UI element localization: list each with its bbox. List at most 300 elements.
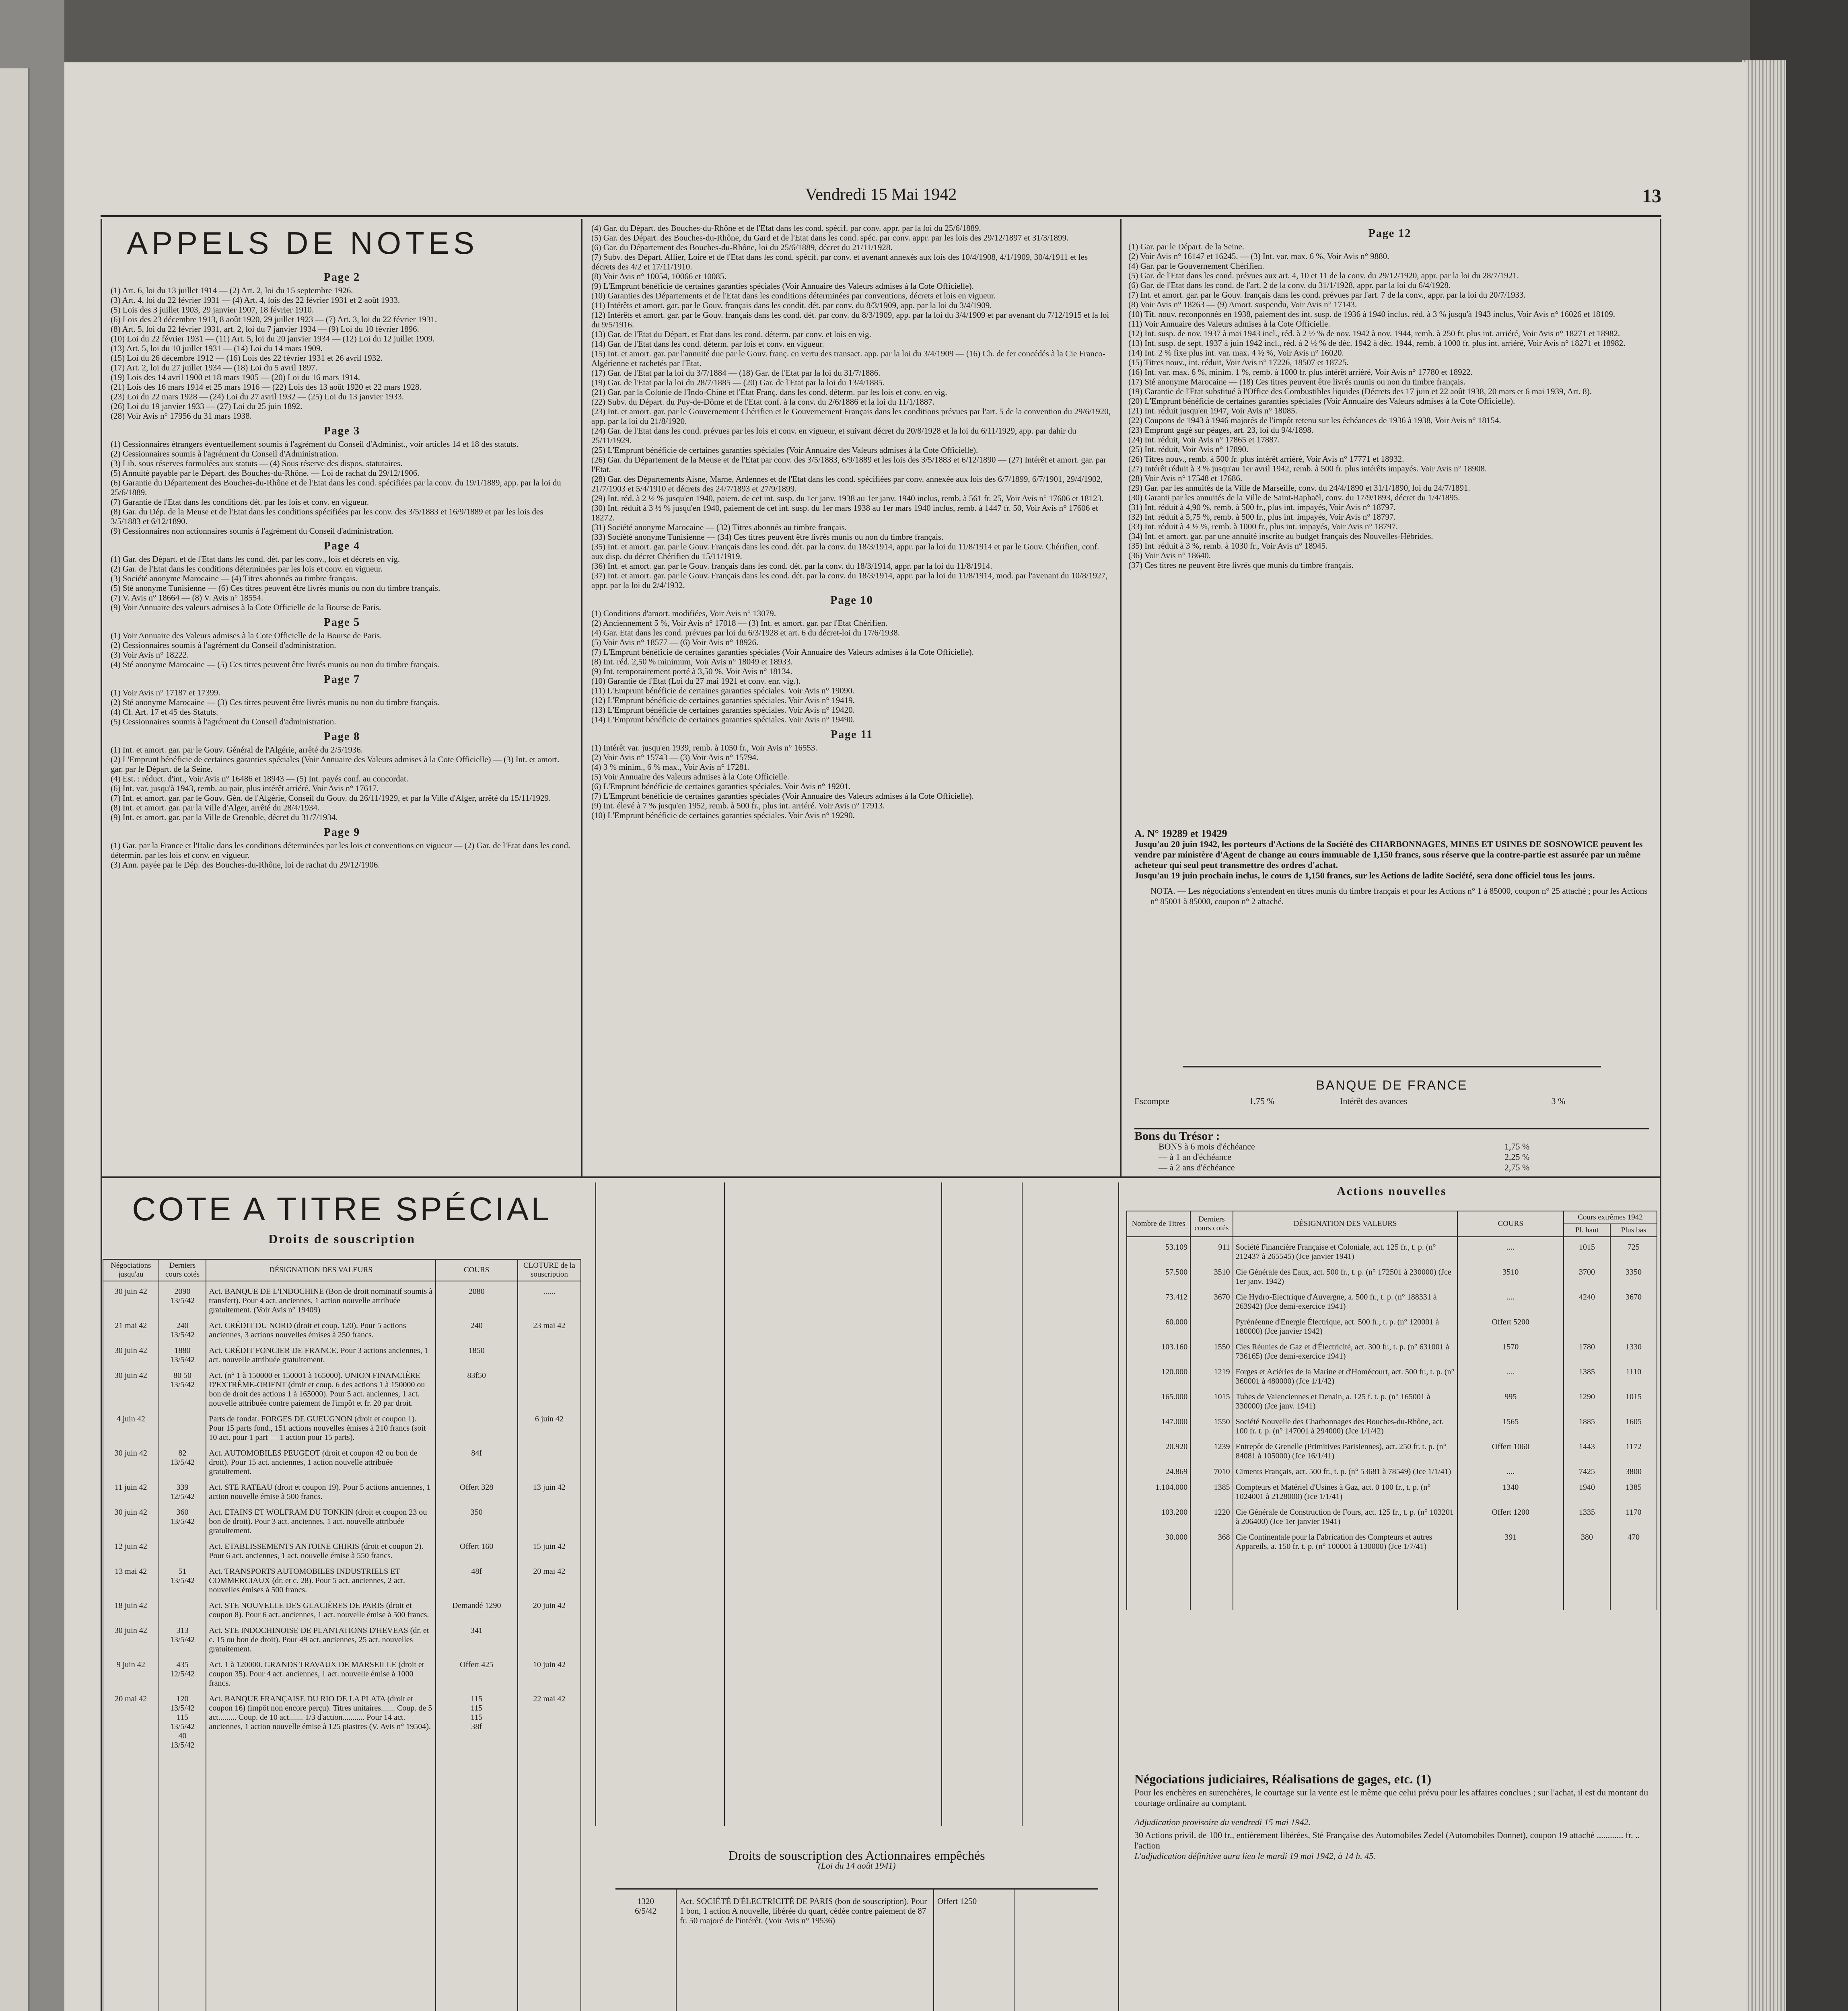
cote-cell-cours: 341	[436, 1620, 518, 1655]
note-line: (24) Gar. de l'Etat dans les cond. prévues par les lois et conv. en vigueur, et suivant décret du 20/8/1928 et la loi du 6/11/1929, app. par dahir du 25/11/1929.	[591, 426, 1076, 445]
cote-cell-des: Act. STE INDOCHINOISE DE PLANTATIONS D'HEVEAS (dr. et c. 15 ou bon de droit). Pour 49 act. anciennes, 25 act. nouvelles gratuitement.	[206, 1620, 435, 1655]
cote-row	[103, 1365, 581, 1409]
note-line: (14) Gar. de l'Etat dans les cond. déterm. par lois et conv. en vigueur.	[591, 339, 824, 349]
cote-cell-der: 240 13/5/42	[159, 1316, 206, 1341]
actions-header: Derniers cours cotés	[1190, 1211, 1233, 1237]
actions-cell-h: 4240	[1564, 1287, 1610, 1312]
cote-cell-clot: 6 juin 42	[518, 1409, 581, 1443]
note-line: (3) Lib. sous réserves formulées aux statuts — (4) Sous réserve des dispos. statutaires.	[111, 459, 403, 468]
appels-title: APPELS DE NOTES	[127, 225, 478, 261]
page-ref-heading: Page 11	[831, 728, 873, 741]
cote-cell-clot: 23 mai 42	[518, 1316, 581, 1341]
actions-cell-n: 30.000	[1127, 1527, 1190, 1552]
page-ref-heading: Page 4	[323, 540, 360, 552]
actions-cell-des: Tubes de Valenciennes et Denain, a. 125 f. t. p. (n° 165001 à 330000) (Jce janv. 1941)	[1233, 1387, 1458, 1412]
note-line: (3) Voir Avis n° 18222.	[111, 650, 189, 660]
frame-right	[1660, 219, 1661, 2011]
frame-left	[101, 219, 102, 1176]
note-line: (8) Gar. du Dép. de la Meuse et de l'Etat dans les conditions spécifiées par les conv. des 3/5/1883 et 16/9/1889 et par les lois des 3/5/1883 et 6/12/1890.	[111, 507, 543, 526]
cote-cell-der: 82 13/5/42	[159, 1443, 206, 1477]
cote-cell-des: Act. ETAINS ET WOLFRAM DU TONKIN (droit et coupon 23 ou bon de droit). Pour 3 act. anciennes, 1 act. nouvelle attribuée gratuitement.	[206, 1502, 435, 1536]
actions-cell-b: 1110	[1610, 1362, 1657, 1387]
empeches-col-rule	[933, 1888, 934, 2011]
note-line: (14) Int. 2 % fixe plus int. var. max. 4 ½ %, Voir Avis n° 16020.	[1128, 348, 1344, 358]
cote-row	[103, 1443, 581, 1477]
cote-row	[103, 1596, 581, 1620]
actions-cell-h: 1780	[1564, 1337, 1610, 1362]
note-line: (1) Gar. par la France et l'Italie dans les conditions déterminées par les lois et conventions en vigueur — (2) Gar. de l'Etat dans les cond. détermin. par les lois et conv. en vigueur.	[111, 841, 570, 860]
note-line: (10) Loi du 22 février 1931 — (11) Art. 5, loi du 20 janvier 1934 — (12) Loi du 12 juillet 1909.	[111, 334, 435, 343]
appels-column-2	[591, 223, 1112, 1172]
page-number: 13	[1642, 185, 1661, 207]
cote-cell-des: Act. STE RATEAU (droit et coupon 19). Pour 5 actions anciennes, 1 action nouvelle émise à 500 francs.	[206, 1477, 435, 1502]
note-line: (29) Gar. par les annuités de la Ville de Marseille, conv. du 24/4/1890 et 31/1/1890, loi du 24/7/1891.	[1128, 483, 1470, 493]
actions-cell-h	[1564, 1312, 1610, 1337]
actions-cell-b: 470	[1610, 1527, 1657, 1552]
actions-cell-b: 1330	[1610, 1337, 1657, 1362]
empeches-designation: Act. SOCIÉTÉ D'ÉLECTRICITÉ DE PARIS (bon de souscription). Pour 1 bon, 1 action A nouvelle, libérée du quart, cédée contre paiement de 87 fr. 50 majoré de l'intérêt. (Voir Avis n° 19536)	[680, 1896, 927, 1925]
empeches-row	[615, 1896, 1098, 2011]
blank-col-rule	[724, 1182, 725, 1826]
cote-cell-des: Act. CRÉDIT DU NORD (droit et coup. 120). Pour 5 actions anciennes, 3 actions nouvelles émises à 250 francs.	[206, 1316, 435, 1341]
note-line: (7) L'Emprunt bénéficie de certaines garanties spéciales (Voir Annuaire des Valeurs admises à la Cote Officielle).	[591, 791, 974, 801]
cote-header: Derniers cours cotés	[159, 1259, 206, 1281]
cote-cell-neg: 30 juin 42	[103, 1443, 159, 1477]
negociations-title: Négociations judiciaires, Réalisations de gages, etc. (1)	[1134, 1772, 1431, 1786]
negociations-block	[1134, 1774, 1649, 1861]
cote-row	[103, 1502, 581, 1536]
cote-row	[103, 1477, 581, 1502]
cote-cell-cours: Demandé 1290	[436, 1596, 518, 1620]
cote-row	[103, 1689, 581, 1751]
note-line: (8) Voir Avis n° 10054, 10066 et 10085.	[591, 271, 726, 281]
note-line: (13) L'Emprunt bénéficie de certaines garanties spéciales. Voir Avis n° 19420.	[591, 705, 855, 715]
note-line: (25) Int. réduit, Voir Avis n° 17890.	[1128, 444, 1249, 454]
actions-filler-cell	[1564, 1552, 1610, 1610]
blank-col-rule	[1022, 1182, 1023, 1826]
cote-cell-cours: Offert 425	[436, 1655, 518, 1689]
actions-filler-cell	[1127, 1552, 1190, 1610]
note-line: (23) Int. et amort. gar. par le Gouvernement Chérifien et le Gouvernement Français dans les conditions prévues par l'art. 5 de la convention du 29/6/1920, app. par la loi du 21/8/1920.	[591, 407, 1111, 426]
cote-cell-der	[159, 1536, 206, 1561]
actions-cell-d: 1385	[1190, 1477, 1233, 1502]
cote-row	[103, 1281, 581, 1316]
cote-cell-neg: 30 juin 42	[103, 1502, 159, 1536]
col-divider-1	[581, 219, 582, 1176]
cote-cell-cours: 83f50	[436, 1365, 518, 1409]
note-line: (30) Int. réduit à 3 ½ % jusqu'en 1940, paiement de cet int. susp. du 1er mars 1938 au 1er mars 1940 inclus, remb. à 1447 fr. 50, Voir Avis n° 17606 et 18272.	[591, 503, 1098, 522]
note-line: (5) Gar. de l'Etat dans les cond. prévues aux art. 4, 10 et 11 de la conv. du 29/12/1920, appr. par la loi du 28/7/1921.	[1128, 271, 1519, 280]
header-date: Vendredi 15 Mai 1942	[805, 185, 957, 204]
bons-label: — à 2 ans d'échéance	[1159, 1162, 1235, 1172]
actions-cell-d: 1015	[1190, 1387, 1233, 1412]
bons-title: Bons du Trésor :	[1134, 1129, 1220, 1143]
note-line: (36) Voir Avis n° 18640.	[1128, 551, 1211, 560]
note-line: (4) 3 % minim., 6 % max., Voir Avis n° 17281.	[591, 762, 750, 772]
cote-cell-cours: 240	[436, 1316, 518, 1341]
actions-cell-c: 995	[1457, 1387, 1564, 1412]
empeches-col-rule	[1014, 1888, 1015, 2011]
escompte-rate: 1,75 %	[1249, 1096, 1274, 1106]
actions-cell-des: Cies Réunies de Gaz et d'Électricité, act. 300 fr., t. p. (n° 631001 à 736165) (Jce demi-exercice 1941)	[1233, 1337, 1458, 1362]
note-line: (1) Intérêt var. jusqu'en 1939, remb. à 1050 fr., Voir Avis n° 16553.	[591, 743, 817, 753]
note-line: (30) Garanti par les annuités de la Ville de Saint-Raphaël, conv. du 17/9/1893, décret du 1/4/1895.	[1128, 493, 1460, 502]
actions-cell-b: 3670	[1610, 1287, 1657, 1312]
cote-header: DÉSIGNATION DES VALEURS	[206, 1259, 435, 1281]
actions-cell-b: 1172	[1610, 1437, 1657, 1462]
cote-title: COTE A TITRE SPÉCIAL	[132, 1191, 552, 1228]
banque-block	[1134, 1080, 1649, 1106]
cote-cell-der: 120 13/5/42 115 13/5/42 40 13/5/42	[159, 1689, 206, 1751]
note-line: (6) Int. var. jusqu'à 1943, remb. au pair, plus intérêt arriéré. Voir Avis n° 17617.	[111, 783, 379, 793]
page-ref-heading: Page 2	[323, 271, 360, 284]
cote-row	[103, 1561, 581, 1596]
appels-notes-2	[591, 223, 1112, 820]
avances-rate: 3 %	[1551, 1096, 1566, 1106]
actions-cell-d: 1239	[1190, 1437, 1233, 1462]
note-line: (19) Lois des 14 avril 1900 et 18 mars 1905 — (20) Loi du 16 mars 1914.	[111, 372, 360, 382]
cote-header: COURS	[436, 1259, 518, 1281]
actions-row	[1127, 1502, 1657, 1527]
avis-text-2: Jusqu'au 19 juin prochain inclus, le cours de 1,150 francs, sur les Actions de ladite Société, sera donc officiel tous les jours.	[1134, 870, 1595, 880]
note-line: (7) L'Emprunt bénéficie de certaines garanties spéciales (Voir Annuaire des Valeurs admises à la Cote Officielle).	[591, 647, 974, 657]
note-line: (4) Cf. Art. 17 et 45 des Statuts.	[111, 707, 218, 717]
note-line: (7) V. Avis n° 18664 — (8) V. Avis n° 18554.	[111, 593, 263, 602]
bons-row	[1134, 1152, 1649, 1162]
note-line: (1) Gar. des Départ. et de l'Etat dans les cond. dét. par les conv., lois et décrets en vig.	[111, 554, 400, 564]
cote-cell-der	[159, 1596, 206, 1620]
actions-cell-h: 1015	[1564, 1237, 1610, 1262]
bons-label: BONS à 6 mois d'échéance	[1159, 1141, 1255, 1151]
actions-cell-d	[1190, 1312, 1233, 1337]
note-line: (36) Int. et amort. gar. par le Gouv. français dans les cond. dét. par la conv. du 18/3/1914, appr. par la loi du 11/8/1914.	[591, 561, 992, 571]
note-line: (2) Cessionnaires soumis à l'agrément du Conseil d'Administration.	[111, 449, 339, 459]
actions-header: Plus bas	[1610, 1224, 1657, 1237]
note-line: (1) Gar. par le Départ. de la Seine.	[1128, 242, 1245, 251]
actions-cell-h: 380	[1564, 1527, 1610, 1552]
note-line: (7) Subv. des Départ. Allier, Loire et de l'Etat dans les cond. spécif. par conv. et avenant annexés aux lois des 10/4/1908, 4/1/1909, 30/4/1911 et les décrets des 4/2 et 17/11/1910.	[591, 252, 1088, 271]
note-line: (4) Gar. Etat dans les cond. prévues par loi du 6/3/1928 et art. 6 du décret-loi du 17/6/1938.	[591, 628, 900, 637]
frame-left-lower	[101, 1176, 102, 2011]
note-line: (4) Gar. par le Gouvernement Chérifien.	[1128, 261, 1264, 271]
bons-rate: 1,75 %	[1504, 1141, 1530, 1151]
cote-cell-neg: 30 juin 42	[103, 1620, 159, 1655]
cote-filler-cell	[436, 1751, 518, 2011]
page-ref-heading: Page 7	[323, 673, 360, 686]
note-line: (12) Intérêts et amort. gar. par le Gouv. français dans les cond. dét. par conv. du 8/3/1909, app. par la loi du 3/4/1909 et par avenant du 7/12/1915 et la loi du 9/5/1916.	[591, 310, 1109, 329]
appels-notes-3	[1128, 227, 1651, 570]
note-line: (5) Lois des 3 juillet 1903, 29 janvier 1907, 18 février 1910.	[111, 305, 314, 315]
note-line: (27) Intérêt réduit à 3 % jusqu'au 1er avril 1942, remb. à 500 fr. plus intérêts impayés. Voir Avis n° 18908.	[1128, 464, 1487, 473]
actions-cell-c: 1340	[1457, 1477, 1564, 1502]
cote-cell-neg: 11 juin 42	[103, 1477, 159, 1502]
note-line: (12) Int. susp. de nov. 1937 à mai 1943 incl., réd. à 2 ½ % de nov. 1942 à nov. 1944, remb. à 250 fr. plus int. arriéré, Voir Avis n° 18271 et 18982.	[1128, 329, 1620, 338]
actions-cell-c: 3510	[1457, 1262, 1564, 1287]
cote-cell-clot: 20 juin 42	[518, 1596, 581, 1620]
note-line: (9) Voir Annuaire des valeurs admises à la Cote Officielle de la Bourse de Paris.	[111, 602, 381, 612]
cote-filler-cell	[206, 1751, 435, 2011]
note-line: (2) Anciennement 5 %, Voir Avis n° 17018 — (3) Int. et amort. gar. par l'Etat Chérifien.	[591, 618, 887, 628]
actions-cell-d: 3510	[1190, 1262, 1233, 1287]
note-line: (6) Lois des 23 décembre 1913, 8 août 1920, 29 juillet 1923 — (7) Art. 3, loi du 22 février 1931.	[111, 315, 437, 324]
note-line: (6) Gar. du Département des Bouches-du-Rhône, loi du 25/6/1889, décret du 21/11/1928.	[591, 243, 893, 252]
note-line: (6) L'Emprunt bénéficie de certaines garanties spéciales. Voir Avis n° 19201.	[591, 781, 851, 791]
actions-header: Nombre de Titres	[1127, 1211, 1190, 1237]
actions-filler-cell	[1610, 1552, 1657, 1610]
actions-cell-h: 1443	[1564, 1437, 1610, 1462]
actions-cell-h: 1335	[1564, 1502, 1610, 1527]
actions-cell-des: Cie Générale des Eaux, act. 500 fr., t. p. (n° 172501 à 230000) (Jce 1er janv. 1942)	[1233, 1262, 1458, 1287]
actions-cell-b: 3350	[1610, 1262, 1657, 1287]
actions-row	[1127, 1237, 1657, 1262]
page-ref-heading: Page 5	[323, 616, 360, 629]
actions-header: Cours extrêmes 1942	[1564, 1211, 1657, 1224]
actions-cell-des: Cie Continentale pour la Fabrication des Compteurs et autres Appareils, a. 150 fr. t. p. (n° 100001 à 130000) (Jce 1/7/41)	[1233, 1527, 1458, 1552]
actions-cell-d: 1219	[1190, 1362, 1233, 1387]
actions-cell-des: Entrepôt de Grenelle (Primitives Parisiennes), act. 250 fr. t. p. (n° 84081 à 105000) (Jce 16/1/41)	[1233, 1437, 1458, 1462]
page-ref-heading: Page 3	[323, 425, 360, 437]
note-line: (3) Ann. payée par le Dép. des Bouches-du-Rhône, loi de rachat du 29/12/1906.	[111, 860, 380, 870]
blank-col-rule	[595, 1182, 596, 1826]
actions-row	[1127, 1312, 1657, 1337]
cote-cell-clot	[518, 1620, 581, 1655]
cote-cell-cours: 350	[436, 1502, 518, 1536]
header-rule	[101, 215, 1661, 217]
note-line: (6) Garantie du Département des Bouches-du-Rhône et de l'Etat dans les cond. spécifiées par la conv. du 19/1/1889, app. par la loi du 25/6/1889.	[111, 478, 561, 497]
negociations-text: Pour les enchères en surenchères, le courtage sur la vente est le même que celui prévu pour les affaires conclues ; sur l'achat, il est du montant du courtage ordinaire au comptant.	[1134, 1787, 1648, 1808]
cote-cell-der	[159, 1409, 206, 1443]
note-line: (14) L'Emprunt bénéficie de certaines garanties spéciales. Voir Avis n° 19490.	[591, 715, 855, 724]
note-line: (24) Int. réduit, Voir Avis n° 17865 et 17887.	[1128, 435, 1280, 444]
note-line: (5) Cessionnaires soumis à l'agrément du Conseil d'administration.	[111, 717, 336, 726]
note-line: (15) Loi du 26 décembre 1912 — (16) Lois des 22 février 1931 et 26 avril 1932.	[111, 353, 383, 363]
actions-cell-h: 1885	[1564, 1412, 1610, 1437]
note-line: (21) Int. réduit jusqu'en 1947, Voir Avis n° 18085.	[1128, 406, 1297, 415]
actions-cell-c: 1570	[1457, 1337, 1564, 1362]
cote-table	[103, 1259, 581, 2011]
actions-row	[1127, 1362, 1657, 1387]
note-line: (1) Int. et amort. gar. par le Gouv. Général de l'Algérie, arrêté du 2/5/1936.	[111, 745, 363, 755]
cote-cell-cours: 2080	[436, 1281, 518, 1316]
appels-column-3	[1128, 223, 1651, 806]
actions-row	[1127, 1337, 1657, 1362]
avis-block	[1134, 829, 1649, 907]
note-line: (16) Int. var. max. 6 %, minim. 1 %, remb. à 1000 fr. plus intérêt arriéré, Voir Avis n° 17780 et 18922.	[1128, 367, 1473, 377]
note-line: (10) Garanties des Départements et de l'Etat dans les conditions déterminées par conventions, décrets et lois en vigueur.	[591, 291, 996, 300]
note-line: (1) Cessionnaires étrangers éventuellement soumis à l'agrément du Conseil d'Administ., voir articles 14 et 18 des statuts.	[111, 439, 519, 449]
actions-cell-c: ....	[1457, 1462, 1564, 1477]
col-divider-2	[1120, 219, 1122, 1176]
note-line: (26) Titres nouv., remb. à 500 fr. plus intérêt arriéré, Voir Avis n° 17771 et 18932.	[1128, 454, 1404, 464]
cote-cell-des: Act. (n° 1 à 150000 et 150001 à 165000). UNION FINANCIÈRE D'EXTRÊME-ORIENT (droit et coup. 6 des actions 1 à 150000 ou bon de droit des actions 1 à 165000). Pour 5 act. anciennes, 1 act. nouvelle attribuée contre paiement de l'impôt et fr. 20 par droit.	[206, 1365, 435, 1409]
note-line: (19) Garantie de l'Etat substitué à l'Office des Combustibles liquides (Décrets des 17 juin et 22 août 1938, 20 mars et 6 mai 1939, Art. 8).	[1128, 387, 1592, 396]
note-line: (26) Loi du 19 janvier 1933 — (27) Loi du 25 juin 1892.	[111, 401, 303, 411]
cote-row	[103, 1536, 581, 1561]
actions-filler-cell	[1233, 1552, 1458, 1610]
actions-row	[1127, 1412, 1657, 1437]
banque-rule	[1183, 1066, 1601, 1067]
cote-cell-des: Act. ETABLISSEMENTS ANTOINE CHIRIS (droit et coupon 2). Pour 6 act. anciennes, 1 act. nouvelle émise à 550 francs.	[206, 1536, 435, 1561]
actions-cell-d: 1550	[1190, 1412, 1233, 1437]
empeches-rule	[615, 1888, 1098, 1890]
note-line: (6) Gar. de l'Etat dans les cond. de l'art. 2 de la conv. du 31/1/1928, appr. par la loi du 6/4/1928.	[1128, 280, 1451, 290]
note-line: (11) Voir Annuaire des Valeurs admises à la Cote Officielle.	[1128, 319, 1330, 329]
page-ref-heading: Page 10	[830, 594, 873, 607]
avis-text: Jusqu'au 20 juin 1942, les porteurs d'Actions de la Société des CHARBONNAGES, MINES ET USINES DE SOSNOWICE peuvent les vendre par ministère d'Agent de change au cours immuable de 1,150 francs, sous réserve que la contre-partie est assurée par un même acheteur qui seul peut transmettre des ordres d'achat.	[1134, 839, 1643, 870]
note-line: (17) Sté anonyme Marocaine — (18) Ces titres peuvent être livrés munis ou non du timbre français.	[1128, 377, 1466, 387]
actions-cell-b: 725	[1610, 1237, 1657, 1262]
note-line: (37) Ces titres ne peuvent être livrés que munis du timbre français.	[1128, 560, 1354, 570]
adjudication-provisoire: Adjudication provisoire du vendredi 15 mai 1942.	[1134, 1817, 1311, 1827]
bons-rate: 2,75 %	[1504, 1162, 1530, 1172]
cote-cell-neg: 13 mai 42	[103, 1561, 159, 1596]
page-ref-heading: Page 12	[1368, 227, 1412, 240]
note-line: (7) Int. et amort. gar. par le Gouv. Gén. de l'Algérie, Conseil du Gouv. du 26/11/1929, et par la Ville d'Alger, arrêté du 15/11/1929.	[111, 793, 551, 803]
cote-cell-des: Act. BANQUE FRANÇAISE DU RIO DE LA PLATA (droit et coupon 16) (impôt non encore perçu). Titres unitaires....... Coup. de 5 act......... Coup. de 10 act....... 1/3 d'action........... Pour 14 act. anciennes, 1 action nouvelle émise à 125 piastres (V. Avis n° 19504).	[206, 1689, 435, 1751]
appels-column-1	[111, 223, 573, 1172]
cote-header: Négociations jusqu'au	[103, 1259, 159, 1281]
empeches-col-rule	[676, 1888, 677, 2011]
note-line: (37) Int. et amort. gar. par le Gouv. Français dans les cond. dét. par la conv. du 18/3/1914, appr. par la loi du 11/8/1914, mod. par l'avenant du 10/8/1927, appr. par la loi du 2/4/1932.	[591, 571, 1108, 590]
cote-filler-cell	[159, 1751, 206, 2011]
page-edges	[1742, 60, 1786, 2011]
appels-notes-1	[111, 271, 573, 870]
cote-cell-clot: 22 mai 42	[518, 1689, 581, 1751]
actions-cell-h: 1290	[1564, 1387, 1610, 1412]
cote-cell-neg: 21 mai 42	[103, 1316, 159, 1341]
note-line: (31) Société anonyme Marocaine — (32) Titres abonnés au timbre français.	[591, 522, 847, 532]
cote-cell-des: Act. TRANSPORTS AUTOMOBILES INDUSTRIELS ET COMMERCIAUX (dr. et c. 28). Pour 5 act. anciennes, 2 act. nouvelles émises à 500 francs.	[206, 1561, 435, 1596]
previous-page-edge	[0, 68, 30, 2011]
note-line: (4) Sté anonyme Marocaine — (5) Ces titres peuvent être livrés munis ou non du timbre français.	[111, 660, 440, 669]
actions-cell-n: 1.104.000	[1127, 1477, 1190, 1502]
actions-row	[1127, 1287, 1657, 1312]
note-line: (11) Intérêts et amort. gar. par le Gouv. français dans les condit. dét. par conv. du 8/3/1909, app. par la loi du 3/4/1909.	[591, 300, 992, 310]
avances-label: Intérêt des avances	[1340, 1096, 1408, 1106]
note-line: (17) Gar. de l'Etat par la loi du 3/7/1884 — (18) Gar. de l'Etat par la loi du 31/7/1886.	[591, 368, 881, 378]
actions-cell-h: 3700	[1564, 1262, 1610, 1287]
actions-cell-c: ....	[1457, 1237, 1564, 1262]
actions-cell-n: 24.869	[1127, 1462, 1190, 1477]
note-line: (20) L'Emprunt bénéficie de certaines garanties spéciales (Voir Annuaire des Valeurs admises à la Cote Officielle).	[1128, 396, 1515, 406]
cote-cell-neg: 4 juin 42	[103, 1409, 159, 1443]
cote-cell-cours	[436, 1409, 518, 1443]
note-line: (28) Voir Avis n° 17956 du 31 mars 1938.	[111, 411, 252, 421]
actions-cell-d: 1550	[1190, 1337, 1233, 1362]
note-line: (23) Loi du 22 mars 1928 — (24) Loi du 27 avril 1932 — (25) Loi du 13 janvier 1933.	[111, 392, 404, 401]
actions-cell-n: 103.160	[1127, 1337, 1190, 1362]
actions-cell-des: Forges et Aciéries de la Marine et d'Homécourt, act. 500 fr., t. p. (n° 360001 à 480000) (Jce 1/1/42)	[1233, 1362, 1458, 1387]
actions-filler-row	[1127, 1552, 1657, 1610]
actions-cell-c: ....	[1457, 1287, 1564, 1312]
note-line: (32) Int. réduit à 5,75 %, remb. à 500 fr., plus int. impayés, Voir Avis n° 18797.	[1128, 512, 1396, 522]
actions-row	[1127, 1437, 1657, 1462]
note-line: (1) Conditions d'amort. modifiées, Voir Avis n° 13079.	[591, 609, 776, 618]
note-line: (29) Int. réd. à 2 ½ % jusqu'en 1940, paiem. de cet int. susp. du 1er janv. 1938 au 1er janv. 1940 inclus, remb. à 561 fr. 25, Voir Avis n° 17606 et 18123.	[591, 493, 1104, 503]
cote-cell-neg: 9 juin 42	[103, 1655, 159, 1689]
note-line: (15) Titres nouv., int. réduit, Voir Avis n° 17226, 18507 et 18725.	[1128, 358, 1349, 367]
note-line: (5) Gar. des Départ. des Bouches-du-Rhône, du Gard et de l'Etat dans les cond. spéc. par conv. appr. par les lois des 29/12/1897 et 31/3/1899.	[591, 233, 1069, 243]
actions-cell-d: 1220	[1190, 1502, 1233, 1527]
note-line: (8) Art. 5, loi du 22 février 1931, art. 2, loi du 7 janvier 1934 — (9) Loi du 10 février 1896.	[111, 324, 419, 334]
note-line: (22) Coupons de 1943 à 1946 majorés de l'impôt retenu sur les échéances de 1936 à 1938, Voir Avis n° 18154.	[1128, 415, 1501, 425]
actions-cell-des: Compteurs et Matériel d'Usines à Gaz, act. 0 100 fr., t. p. (n° 1024001 à 2128000) (Jce 1/1/41)	[1233, 1477, 1458, 1502]
bons-block	[1134, 1131, 1649, 1173]
cote-cell-der: 2090 13/5/42	[159, 1281, 206, 1316]
cote-subtitle: Droits de souscription	[268, 1232, 416, 1246]
cote-cell-neg: 12 juin 42	[103, 1536, 159, 1561]
cote-cell-clot: 20 mai 42	[518, 1561, 581, 1596]
banque-title: BANQUE DE FRANCE	[1316, 1078, 1468, 1092]
actions-cell-b: 1385	[1610, 1477, 1657, 1502]
cote-cell-neg: 30 juin 42	[103, 1281, 159, 1316]
actions-header: COURS	[1457, 1211, 1564, 1237]
actions-cell-n: 73.412	[1127, 1287, 1190, 1312]
bons-rows	[1134, 1141, 1649, 1173]
actions-title: Actions nouvelles	[1337, 1184, 1447, 1198]
actions-cell-c: 1565	[1457, 1412, 1564, 1437]
note-line: (9) Int. et amort. gar. par la Ville de Grenoble, décret du 31/7/1934.	[111, 812, 338, 822]
cote-filler-cell	[103, 1751, 159, 2011]
note-line: (7) Int. et amort. gar. par le Gouv. français dans les cond. prévues par l'art. 7 de la conv., appr. par la loi du 20/7/1933.	[1128, 290, 1526, 300]
actions-cell-des: Cie Générale de Construction de Fours, act. 125 fr., t. p. (n° 103201 à 206400) (Jce 1er janvier 1941)	[1233, 1502, 1458, 1527]
note-line: (17) Art. 2, loi du 27 juillet 1934 — (18) Loi du 5 avril 1897.	[111, 363, 317, 372]
cote-cell-des: Act. BANQUE DE L'INDOCHINE (Bon de droit nominatif soumis à transfert). Pour 4 act. anciennes, 1 action nouvelle attribuée gratuitement. (Voir Avis n° 19409)	[206, 1281, 435, 1316]
note-line: (23) Emprunt gagé sur péages, art. 23, loi du 9/4/1898.	[1128, 425, 1314, 435]
cote-row	[103, 1620, 581, 1655]
note-line: (33) Société anonyme Tunisienne — (34) Ces titres peuvent être livrés munis ou non du timbre français.	[591, 532, 944, 542]
note-line: (2) Gar. de l'Etat dans les conditions déterminées par les lois et conv. en vigueur.	[111, 564, 383, 574]
actions-cell-d: 368	[1190, 1527, 1233, 1552]
cote-cell-der: 313 13/5/42	[159, 1620, 206, 1655]
actions-header: Pl. haut	[1564, 1224, 1610, 1237]
cote-cell-neg: 30 juin 42	[103, 1341, 159, 1365]
actions-cell-c: Offert 1200	[1457, 1502, 1564, 1527]
actions-cell-n: 60.000	[1127, 1312, 1190, 1337]
actions-cell-n: 147.000	[1127, 1412, 1190, 1437]
cote-row	[103, 1316, 581, 1341]
note-line: (10) Tit. nouv. reconponnés en 1938, paiement des int. susp. de 1936 à 1940 inclus, réd. à 3 % jusqu'à 1943 inclus, Voir Avis n° 16026 et 18109.	[1128, 309, 1615, 319]
escompte-label: Escompte	[1134, 1096, 1169, 1106]
note-line: (5) Voir Annuaire des Valeurs admises à la Cote Officielle.	[591, 772, 789, 781]
note-line: (8) Int. et amort. gar. par la Ville d'Alger, arrêté du 28/4/1934.	[111, 803, 320, 812]
note-line: (28) Voir Avis n° 17548 et 17686.	[1128, 473, 1243, 483]
note-line: (8) Voir Avis n° 18263 — (9) Amort. suspendu, Voir Avis n° 17143.	[1128, 300, 1357, 309]
bons-rate: 2,25 %	[1504, 1152, 1530, 1162]
cote-row	[103, 1341, 581, 1365]
avis-nota: NOTA. — Les négociations s'entendent en titres munis du timbre français et pour les Actions n° 1 à 85000, coupon n° 25 attaché ; pour les Actions n° 85001 à 85000, coupon n° 2 attaché.	[1150, 886, 1648, 906]
note-line: (15) Int. et amort. gar. par l'annuité due par le Gouv. franç. en vertu des transact. app. par la loi du 3/4/1909 — (16) Ch. de fer concédés à la Cie Franco-Algérienne et rachetés par l'Etat.	[591, 349, 1105, 368]
cote-cell-neg: 18 juin 42	[103, 1596, 159, 1620]
note-line: (10) L'Emprunt bénéficie de certaines garanties spéciales. Voir Avis n° 19290.	[591, 810, 855, 820]
empeches-cours: Offert 1250	[937, 1896, 977, 1906]
actions-cell-des: Société Financière Française et Coloniale, act. 125 fr., t. p. (n° 212437 à 265545) (Jce janvier 1941)	[1233, 1237, 1458, 1262]
note-line: (33) Int. réduit à 4 ½ %, remb. à 1000 fr., plus int. impayés, Voir Avis n° 18797.	[1128, 522, 1398, 531]
actions-header: DÉSIGNATION DES VALEURS	[1233, 1211, 1458, 1237]
blank-col-rule	[941, 1182, 942, 1826]
actions-table	[1126, 1211, 1657, 1610]
actions-cell-c: Offert 1060	[1457, 1437, 1564, 1462]
note-line: (5) Sté anonyme Tunisienne — (6) Ces titres peuvent être livrés munis ou non du timbre français.	[111, 583, 440, 593]
actions-cell-c: Offert 5200	[1457, 1312, 1564, 1337]
actions-cell-des: Ciments Français, act. 500 fr., t. p. (n° 53681 à 78549) (Jce 1/1/41)	[1233, 1462, 1458, 1477]
cote-cell-cours: 1850	[436, 1341, 518, 1365]
actions-cell-n: 57.500	[1127, 1262, 1190, 1287]
bons-label: — à 1 an d'échéance	[1159, 1152, 1232, 1162]
actions-row	[1127, 1262, 1657, 1287]
cote-cell-neg: 30 juin 42	[103, 1365, 159, 1409]
cote-heading	[103, 1191, 581, 1246]
